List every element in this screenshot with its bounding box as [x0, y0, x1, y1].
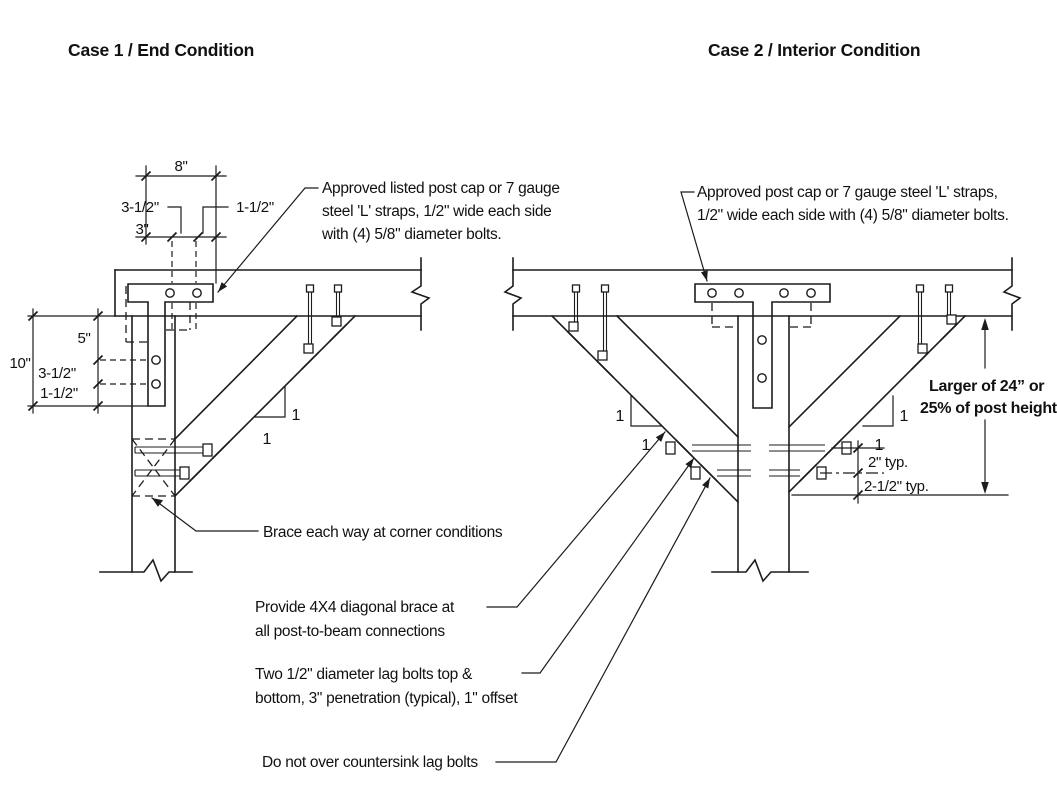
dim-3half-top: 3-1/2": [121, 199, 159, 216]
dim-10in: 10": [9, 355, 31, 372]
case1-side-dimensions: [9, 309, 150, 413]
strap-bolt-hole: [708, 289, 716, 297]
note-line: Approved listed post cap or 7 gauge: [322, 180, 560, 197]
dim-1half-side: 1-1/2": [40, 385, 78, 402]
case2-side-lag-bolts: [666, 440, 851, 481]
note-line: Approved post cap or 7 gauge steel 'L' straps,: [697, 184, 998, 201]
dim-2in-typ: 2" typ.: [868, 454, 908, 471]
dim-1half-top: 1-1/2": [236, 199, 274, 216]
strap-bolt-hole: [152, 380, 160, 388]
note-line: steel 'L' straps, 1/2" wide each side: [322, 203, 552, 220]
leader-line: [522, 458, 694, 673]
strap-bolt-hole: [166, 289, 174, 297]
strap-bolt-hole: [735, 289, 743, 297]
note-line: with (4) 5/8" diameter bolts.: [322, 226, 502, 243]
leader-arrowhead: [702, 478, 710, 489]
slope-run-label: 1: [641, 437, 651, 454]
dim-5in: 5": [77, 330, 91, 347]
case2-title: Case 2 / Interior Condition: [708, 40, 921, 60]
note-line: Do not over countersink lag bolts: [262, 754, 478, 771]
note-line: Brace each way at corner conditions: [263, 524, 503, 541]
dim-3half-side: 3-1/2": [38, 365, 76, 382]
post-cap-right-note: [681, 184, 1009, 281]
case1-drawing: [9, 158, 429, 581]
slope-run-label: 1: [874, 437, 884, 454]
note-line: all post-to-beam connections: [255, 623, 445, 640]
strap-bolt-hole: [193, 289, 201, 297]
case2-t-strap: [695, 284, 830, 408]
leader-line: [152, 498, 258, 531]
note-line: bottom, 3" penetration (typical), 1" offset: [255, 690, 518, 707]
case2-right-slope-triangle: [863, 396, 909, 454]
leader-arrowhead: [701, 270, 708, 281]
case1-title: Case 1 / End Condition: [68, 40, 255, 60]
slope-rise-label: 1: [291, 407, 301, 424]
strap-bolt-hole: [780, 289, 788, 297]
lag-bolts-note: [255, 458, 694, 707]
case2-drawing: [505, 258, 1057, 581]
case2-post-height-dimension: [920, 318, 1057, 494]
beam-break-symbol: [1004, 258, 1020, 330]
slope-rise-label: 1: [615, 408, 625, 425]
dim-8in: 8": [174, 158, 188, 175]
case1-post: [100, 316, 192, 581]
case1-slope-triangle: [255, 387, 301, 448]
brace-corner-note: [152, 498, 503, 541]
case1-top-dimensions: [121, 158, 274, 283]
strap-bolt-hole: [758, 374, 766, 382]
case2-beam: [505, 258, 1020, 330]
leader-line: [496, 478, 710, 762]
leader-line: [487, 432, 665, 607]
slope-run-label: 1: [262, 431, 272, 448]
post-break-symbol: [712, 560, 808, 581]
case2-top-lag-bolts: [568, 285, 957, 377]
strap-bolt-hole: [152, 356, 160, 364]
annotations: [152, 180, 1009, 771]
note-line: Two 1/2" diameter lag bolts top &: [255, 666, 473, 683]
case1-l-strap: [126, 241, 213, 406]
note-line: 1/2" wide each side with (4) 5/8" diameter bolts.: [697, 207, 1009, 224]
dim-3in: 3": [135, 221, 149, 238]
strap-bolt-hole: [807, 289, 815, 297]
post-height-note-line1: Larger of 24” or: [929, 378, 1045, 395]
post-height-note-line2: 25% of post height: [920, 400, 1057, 417]
strap-bolt-hole: [758, 336, 766, 344]
case1-top-lag-bolts: [302, 285, 346, 369]
leader-line: [681, 192, 707, 281]
beam-break-symbol: [412, 258, 429, 330]
beam-break-symbol: [505, 258, 521, 330]
note-line: Provide 4X4 diagonal brace at: [255, 599, 454, 616]
case1-beam: [115, 258, 429, 330]
case2-post: [712, 316, 808, 581]
dim-2half-typ: 2-1/2" typ.: [864, 478, 929, 495]
slope-rise-label: 1: [899, 408, 909, 425]
post-cap-left-note: [218, 180, 560, 292]
post-break-symbol: [100, 560, 192, 581]
